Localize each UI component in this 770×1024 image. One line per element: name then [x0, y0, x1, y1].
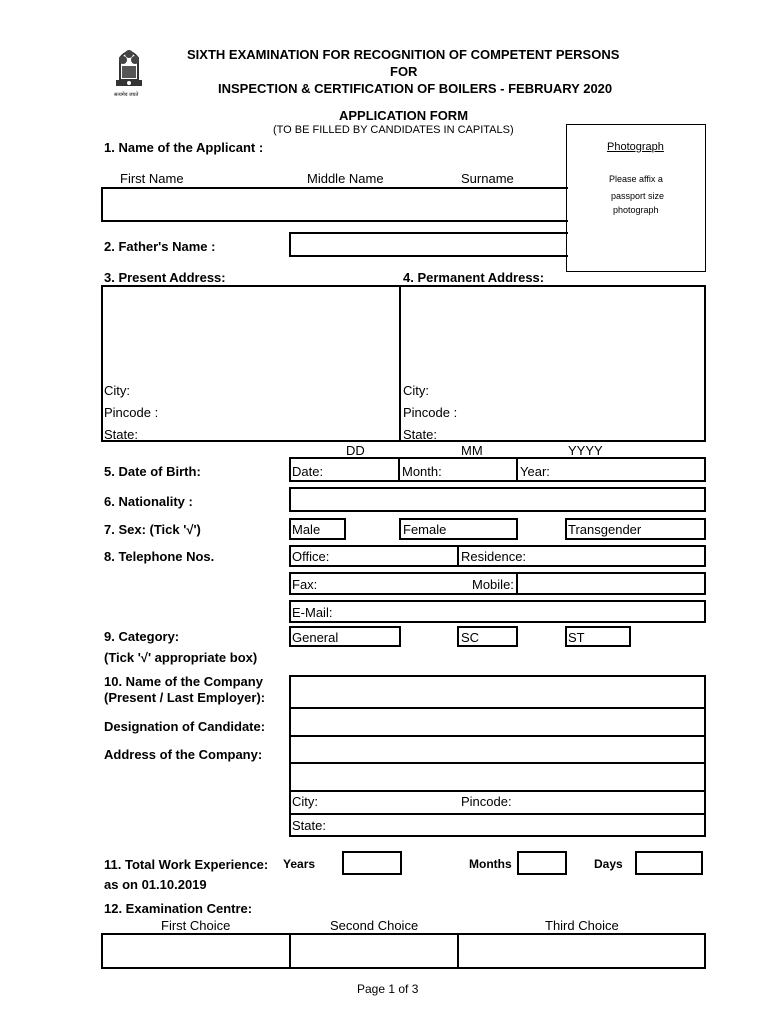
nationality-label: 6. Nationality : — [104, 494, 193, 509]
photograph-title: Photograph — [607, 141, 664, 153]
designation-label: Designation of Candidate: — [104, 719, 266, 734]
dob-month-label: Month: — [402, 464, 442, 479]
present-address-label: 3. Present Address: — [104, 270, 226, 285]
telephone-label: 8. Telephone Nos. — [104, 549, 215, 564]
company-name-label: 10. Name of the Company — [104, 674, 263, 689]
dob-date-label: Date: — [292, 464, 324, 479]
nationality-field[interactable] — [289, 487, 706, 512]
photograph-instruction-1: Please affix a — [609, 174, 663, 184]
permanent-address-label: 4. Permanent Address: — [403, 270, 545, 285]
company-line-1 — [289, 707, 706, 709]
address-divider — [399, 285, 401, 442]
experience-months-label: Months — [469, 857, 512, 871]
dob-dd-caption: DD — [346, 443, 365, 458]
office-divider — [457, 545, 459, 567]
category-st-label: ST — [568, 630, 585, 645]
dob-yyyy-caption: YYYY — [568, 443, 603, 458]
email-label: E-Mail: — [292, 605, 333, 620]
exam-title-line2: FOR — [390, 64, 418, 79]
permanent-state-label: State: — [403, 427, 437, 442]
exam-title-line3: INSPECTION & CERTIFICATION OF BOILERS - FEBRUARY 2020 — [218, 81, 613, 96]
dob-mm-caption: MM — [461, 443, 483, 458]
first-name-caption: First Name — [120, 171, 184, 186]
fax-label: Fax: — [292, 577, 318, 592]
category-instruction: (Tick '√' appropriate box) — [104, 650, 258, 665]
sex-transgender-label: Transgender — [568, 522, 642, 537]
applicant-name-label: 1. Name of the Applicant : — [104, 140, 264, 155]
exam-title-line1: SIXTH EXAMINATION FOR RECOGNITION OF COMPETENT PERSONS — [187, 47, 620, 62]
dob-label: 5. Date of Birth: — [104, 464, 201, 479]
permanent-city-label: City: — [403, 383, 429, 398]
category-general-label: General — [292, 630, 339, 645]
permanent-pincode-label: Pincode : — [403, 405, 458, 420]
category-sc-label: SC — [461, 630, 480, 645]
dob-divider-2 — [516, 457, 518, 482]
applicant-name-input[interactable] — [106, 195, 561, 215]
national-emblem — [108, 44, 150, 100]
mobile-divider — [516, 572, 518, 595]
third-choice-caption: Third Choice — [545, 918, 619, 933]
middle-name-caption: Middle Name — [307, 171, 384, 186]
sex-female-label: Female — [403, 522, 447, 537]
present-state-label: State: — [104, 427, 138, 442]
sex-label: 7. Sex: (Tick '√') — [104, 522, 201, 537]
office-phone-label: Office: — [292, 549, 330, 564]
company-line-2 — [289, 735, 706, 737]
photograph-instruction-3: photograph — [613, 205, 659, 215]
dob-field[interactable] — [289, 457, 706, 482]
centre-divider-2 — [457, 933, 459, 969]
emblem-icon — [108, 44, 150, 94]
experience-date: as on 01.10.2019 — [104, 877, 207, 892]
company-line-5 — [289, 813, 706, 815]
category-label: 9. Category: — [104, 629, 180, 644]
experience-label: 11. Total Work Experience: — [104, 857, 269, 872]
first-choice-caption: First Choice — [161, 918, 231, 933]
fathers-name-label: 2. Father's Name : — [104, 239, 216, 254]
experience-months-box[interactable] — [517, 851, 567, 875]
company-address-label: Address of the Company: — [104, 747, 263, 762]
company-name-sublabel: (Present / Last Employer): — [104, 690, 266, 705]
second-choice-caption: Second Choice — [330, 918, 419, 933]
centre-divider-1 — [289, 933, 291, 969]
experience-years-box[interactable] — [342, 851, 402, 875]
form-instruction: (TO BE FILLED BY CANDIDATES IN CAPITALS) — [273, 124, 514, 136]
email-field[interactable] — [289, 600, 706, 623]
exam-centre-field[interactable] — [101, 933, 706, 969]
company-line-4 — [289, 790, 706, 792]
sex-male-label: Male — [292, 522, 321, 537]
present-city-label: City: — [104, 383, 130, 398]
page-number: Page 1 of 3 — [357, 982, 419, 996]
experience-days-box[interactable] — [635, 851, 703, 875]
residence-phone-label: Residence: — [461, 549, 527, 564]
photograph-instruction-2: passport size — [611, 191, 665, 201]
dob-divider-1 — [398, 457, 400, 482]
mobile-label: Mobile: — [472, 577, 514, 592]
dob-year-label: Year: — [520, 464, 550, 479]
exam-centre-label: 12. Examination Centre: — [104, 901, 253, 916]
present-pincode-label: Pincode : — [104, 405, 159, 420]
company-state-label: State: — [292, 818, 326, 833]
surname-caption: Surname — [461, 171, 514, 186]
company-city-label: City: — [292, 794, 318, 809]
company-pincode-label: Pincode: — [461, 794, 512, 809]
experience-days-label: Days — [594, 857, 623, 871]
experience-years-label: Years — [283, 857, 316, 871]
form-title: APPLICATION FORM — [339, 108, 469, 123]
emblem-motto: सत्यमेव जयते — [114, 92, 139, 98]
company-line-3 — [289, 762, 706, 764]
fathers-name-field[interactable] — [289, 232, 568, 257]
